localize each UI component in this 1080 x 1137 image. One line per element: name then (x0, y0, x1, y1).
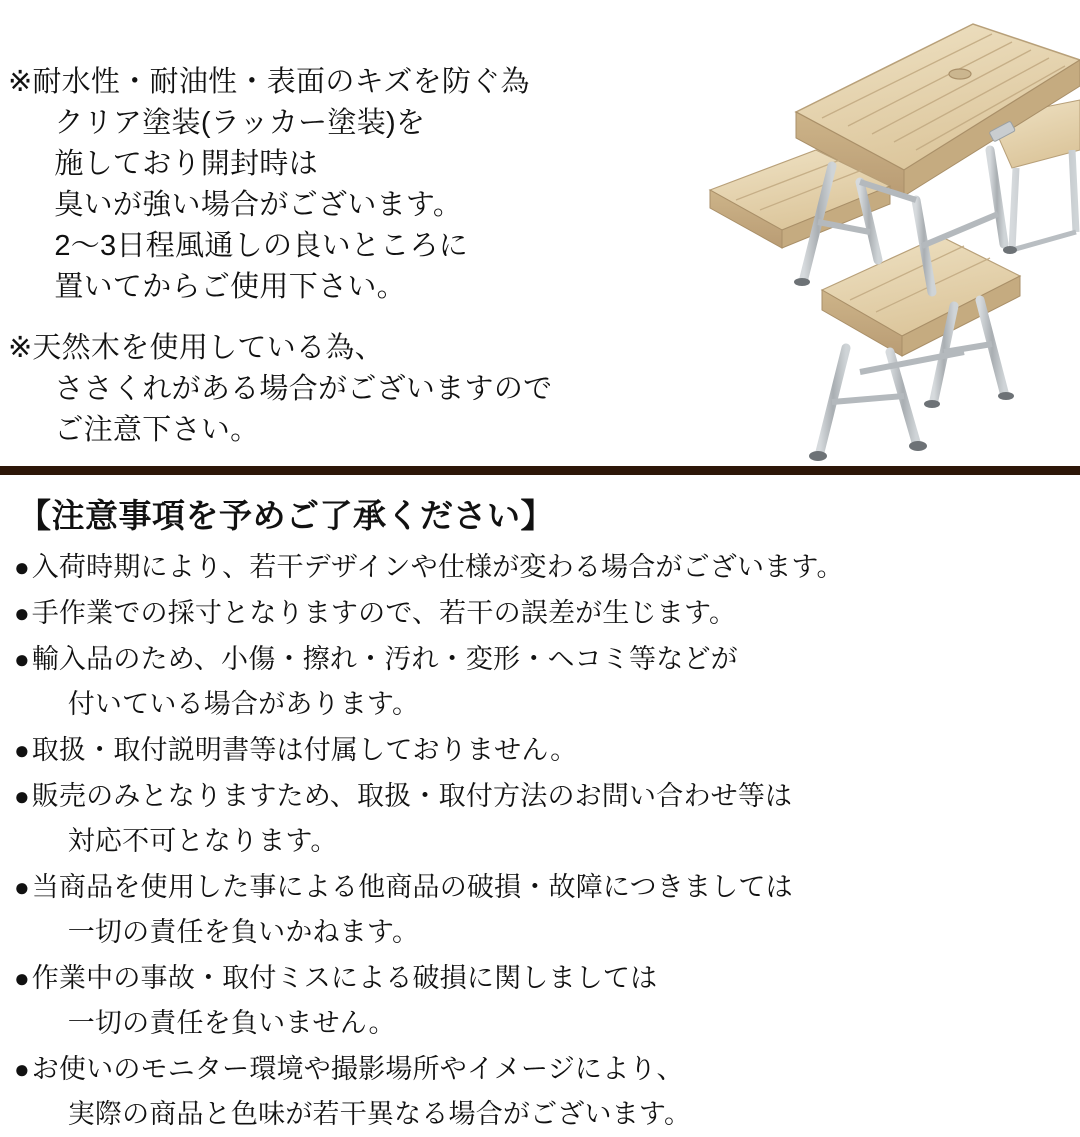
bullet-icon: ● (14, 1054, 30, 1084)
note-line: 置いてからご使用下さい。 (54, 271, 406, 303)
list-item-text (32, 637, 738, 727)
notice-line: 一切の責任を負いかねます。 (67, 917, 420, 947)
list-item-text (32, 728, 578, 773)
top-section (0, 0, 1080, 466)
notice-line: 手作業での採寸となりますので、若干の誤差が生じます。 (31, 598, 737, 628)
folding-table-illustration (560, 0, 1080, 466)
note-line: クリア塗装(ラッカー塗装)を (54, 107, 426, 139)
notice-line: 取扱・取付説明書等は付属しておりません。 (31, 735, 578, 765)
note-line: 臭いが強い場合がございます。 (54, 189, 463, 221)
notice-line: 対応不可となります。 (67, 826, 338, 856)
list-item (14, 774, 1066, 864)
notice-line: 付いている場合があります。 (67, 689, 420, 719)
bullet-icon: ● (14, 644, 30, 674)
notice-line: 実際の商品と色味が若干異なる場合がございます。 (67, 1099, 692, 1129)
note-lines (32, 62, 530, 308)
list-item (14, 956, 1066, 1046)
list-item (14, 865, 1066, 955)
notes-block (8, 62, 648, 471)
bullet-icon: ● (14, 598, 30, 628)
list-item (14, 1047, 1066, 1137)
list-item-text (32, 1047, 691, 1137)
notice-line: 作業中の事故・取付ミスによる破損に関しましては (31, 963, 658, 993)
bullet-icon: ● (14, 735, 30, 765)
note-lines (32, 328, 552, 451)
note-line: 天然木を使用している為、 (32, 332, 384, 364)
list-item-text (32, 956, 658, 1046)
notice-line: 入荷時期により、若干デザインや仕様が変わる場合がございます。 (31, 552, 844, 582)
list-item (14, 637, 1066, 727)
note-item (8, 62, 648, 308)
note-line: 2～3日程風通しの良いところに (54, 230, 469, 262)
notice-title: 【注意事項を予めご了承ください】 (18, 497, 554, 534)
notice-line: 販売のみとなりますため、取扱・取付方法のお問い合わせ等は (31, 781, 793, 811)
list-item-text (32, 774, 793, 864)
list-item (14, 728, 1066, 773)
bullet-icon: ● (14, 963, 30, 993)
list-item-text (32, 865, 793, 955)
list-item-text (32, 545, 844, 590)
notice-line: 当商品を使用した事による他商品の破損・故障につきましては (31, 872, 793, 902)
list-item-text (32, 591, 737, 636)
notice-line: 輸入品のため、小傷・擦れ・汚れ・変形・ヘコミ等などが (31, 644, 738, 674)
notice-panel (0, 466, 1080, 1129)
bullet-icon: ● (14, 552, 30, 582)
note-mark-icon: ※ (8, 66, 33, 98)
note-mark-icon: ※ (8, 332, 33, 364)
notice-line: お使いのモニター環境や撮影場所やイメージにより、 (31, 1054, 684, 1084)
list-item (14, 545, 1066, 590)
notice-line: 一切の責任を負いません。 (67, 1008, 396, 1038)
note-line: 耐水性・耐油性・表面のキズを防ぐ為 (32, 66, 530, 98)
note-line: ささくれがある場合がございますので (54, 373, 553, 405)
bullet-icon: ● (14, 872, 30, 902)
note-line: ご注意下さい。 (54, 414, 260, 446)
note-line: 施しており開封時は (54, 148, 319, 180)
bullet-icon: ● (14, 781, 30, 811)
list-item (14, 591, 1066, 636)
product-photo (560, 0, 1080, 466)
note-item (8, 328, 648, 451)
